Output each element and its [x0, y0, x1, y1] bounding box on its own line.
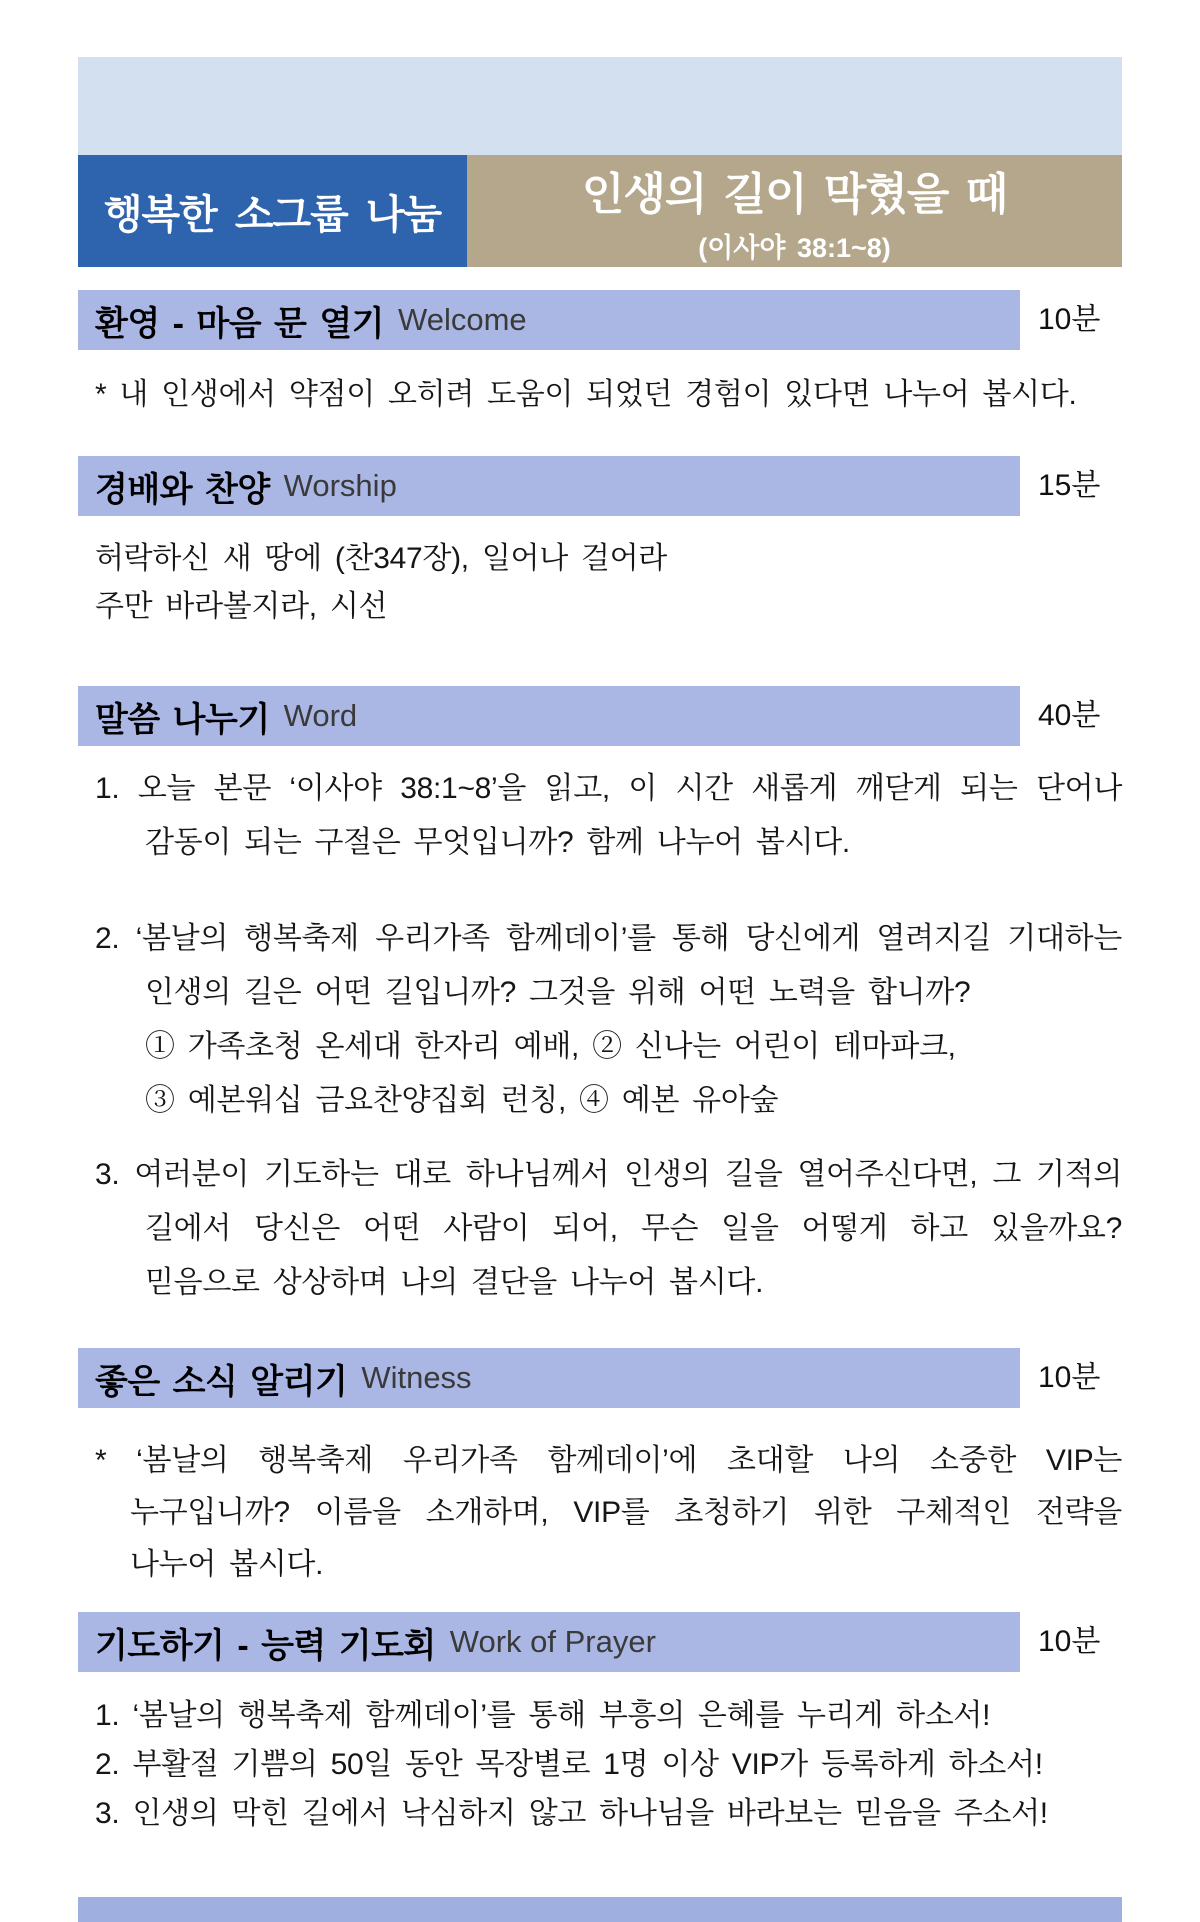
witness-line: * ‘봄날의 행복축제 우리가족 함께데이’에 초대할 나의 소중한 VIP는 — [95, 1444, 1122, 1477]
header-left-box — [78, 155, 467, 267]
welcome-body-line: * 내 인생에서 약점이 오히려 도움이 되었던 경험이 있다면 나누어 봅시다. — [95, 378, 1077, 411]
word-q3-line: 믿음으로 상상하며 나의 결단을 나누어 봅시다. — [145, 1266, 764, 1299]
minutes-word: 40분 — [1038, 699, 1101, 732]
header-right-subtitle: (이사야 38:1~8) — [698, 232, 891, 263]
word-q3-line: 길에서 당신은 어떤 사람이 되어, 무슨 일을 어떻게 하고 있을까요? — [145, 1212, 1122, 1245]
section-title-worship-en: Worship — [283, 468, 397, 503]
section-title-word-en: Word — [283, 698, 358, 733]
section-bar-prayer — [78, 1612, 1020, 1672]
header-right-title: 인생의 길이 막혔을 때 — [581, 169, 1008, 219]
witness-line: 나누어 봅시다. — [130, 1548, 324, 1581]
minutes-prayer: 10분 — [1038, 1625, 1101, 1658]
worship-line: 주만 바라볼지라, 시선 — [95, 590, 388, 623]
minutes-worship: 15분 — [1038, 469, 1101, 502]
minutes-welcome: 10분 — [1038, 303, 1101, 336]
word-q1-line: 1. 오늘 본문 ‘이사야 38:1~8’을 읽고, 이 시간 새롭게 깨닫게 되는 단어나 — [95, 772, 1122, 805]
section-title-witness-kr: 좋은 소식 알리기 — [95, 1362, 348, 1401]
section-title-welcome-kr: 환영 - 마음 문 열기 — [95, 304, 385, 343]
section-title-welcome-en: Welcome — [398, 302, 527, 337]
section-title-prayer-en: Work of Prayer — [449, 1624, 656, 1659]
worship-line: 허락하신 새 땅에 (찬347장), 일어나 걸어라 — [95, 542, 667, 575]
header-left-title: 행복한 소그룹 나눔 — [103, 192, 442, 237]
witness-line: 누구입니까? 이름을 소개하며, VIP를 초청하기 위한 구체적인 전략을 — [130, 1496, 1122, 1529]
section-bar-welcome — [78, 290, 1020, 350]
word-q2-line: 2. ‘봄날의 행복축제 우리가족 함께데이’를 통해 당신에게 열려지길 기대하는 — [95, 922, 1122, 955]
section-title-word-kr: 말씀 나누기 — [95, 700, 270, 739]
prayer-line: 2. 부활절 기쁨의 50일 동안 목장별로 1명 이상 VIP가 등록하게 하소서! — [95, 1748, 1043, 1781]
word-q2-line: ③ 예본워십 금요찬양집회 런칭, ④ 예본 유아숲 — [145, 1084, 779, 1117]
word-q2-line: ① 가족초청 온세대 한자리 예배, ② 신나는 어린이 테마파크, — [145, 1030, 956, 1063]
section-bar-word — [78, 686, 1020, 746]
word-q3-line: 3. 여러분이 기도하는 대로 하나님께서 인생의 길을 열어주신다면, 그 기적의 — [95, 1158, 1122, 1191]
minutes-witness: 10분 — [1038, 1361, 1101, 1394]
section-title-prayer-kr: 기도하기 - 능력 기도회 — [95, 1626, 436, 1665]
header-right-box — [467, 155, 1122, 267]
prayer-line: 3. 인생의 막힌 길에서 낙심하지 않고 하나님을 바라보는 믿음을 주소서! — [95, 1797, 1048, 1830]
word-q2-line: 인생의 길은 어떤 길입니까? 그것을 위해 어떤 노력을 합니까? — [145, 976, 971, 1009]
bottom-strip — [78, 1897, 1122, 1922]
prayer-line: 1. ‘봄날의 행복축제 함께데이’를 통해 부흥의 은혜를 누리게 하소서! — [95, 1699, 991, 1732]
section-title-witness-en: Witness — [361, 1360, 472, 1395]
section-title-worship-kr: 경배와 찬양 — [95, 470, 270, 509]
word-q1-line: 감동이 되는 구절은 무엇입니까? 함께 나누어 봅시다. — [145, 826, 850, 859]
top-band — [78, 57, 1122, 155]
section-bar-witness — [78, 1348, 1020, 1408]
section-bar-worship — [78, 456, 1020, 516]
